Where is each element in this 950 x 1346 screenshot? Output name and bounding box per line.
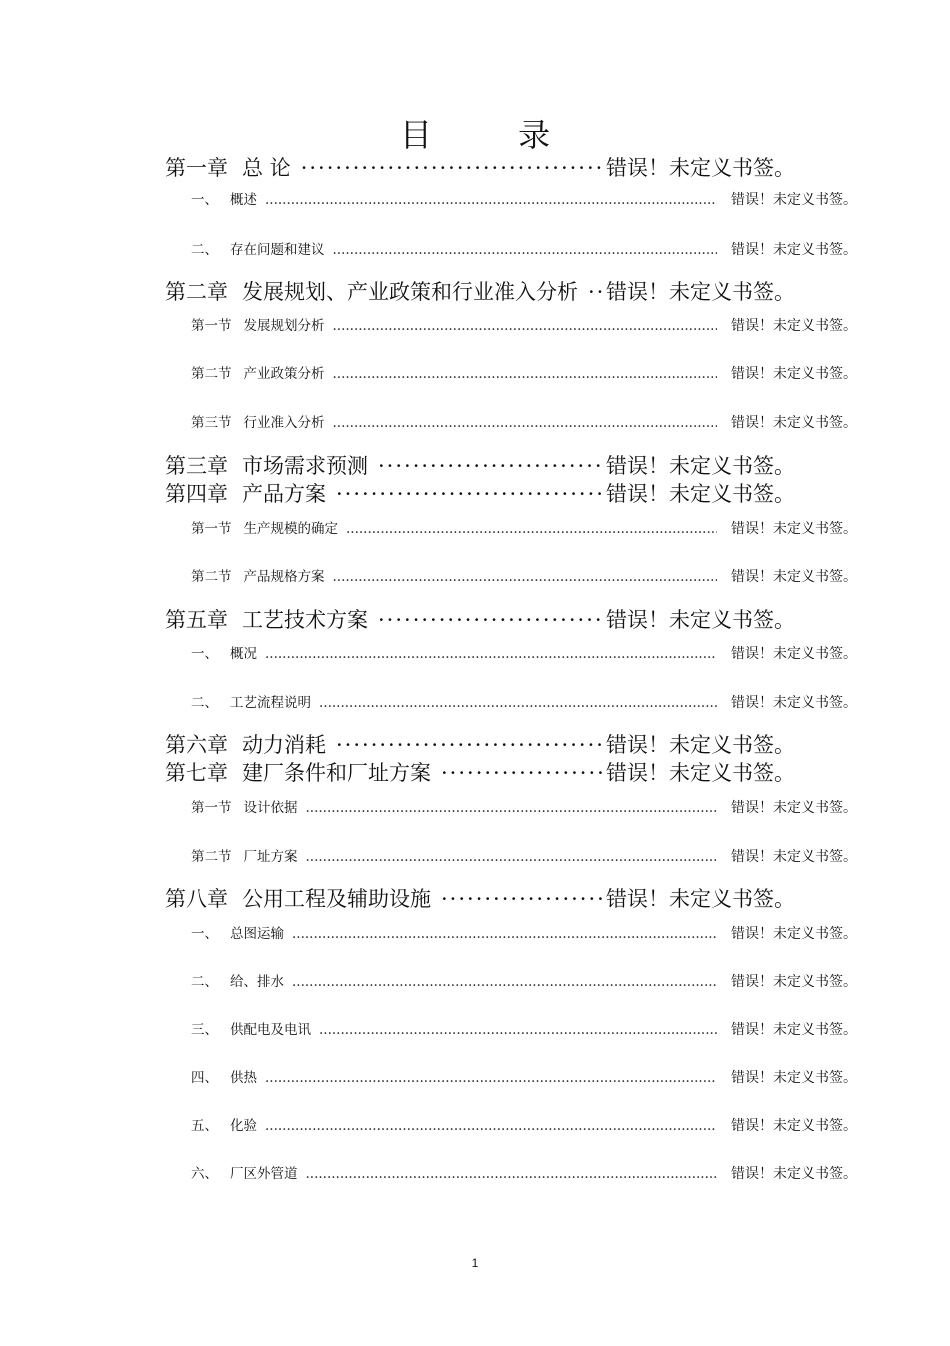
- toc-entry-number: 一、: [191, 192, 218, 208]
- toc-entry-title: 工艺技术方案: [242, 608, 368, 632]
- toc-entry-title: 概况: [230, 646, 257, 662]
- toc-entry-number: 一、: [191, 646, 218, 662]
- toc-entry-title: 概述: [230, 192, 257, 208]
- toc-entry-number: 第五章: [165, 608, 228, 632]
- toc-section-row[interactable]: [191, 796, 857, 817]
- dot-leader: [336, 482, 604, 506]
- toc-entry-page-ref: 错误！未定义书签。: [731, 415, 857, 431]
- toc-entry-number: 第三节: [191, 415, 232, 431]
- toc-section-row[interactable]: [191, 411, 857, 432]
- toc-entry-number: 第四章: [165, 482, 228, 506]
- toc-entry-title: 市场需求预测: [242, 454, 368, 478]
- toc-chapter-row[interactable]: [165, 450, 795, 480]
- toc-section-row[interactable]: [191, 922, 857, 943]
- toc-entry-number: 六、: [191, 1166, 218, 1182]
- toc-entry-page-ref: 错误！未定义书签。: [731, 242, 857, 258]
- dot-leader: [292, 974, 717, 990]
- toc-entry-title: 厂址方案: [243, 849, 298, 865]
- toc-entry-number: 四、: [191, 1070, 218, 1086]
- toc-entry-page-ref: 错误！未定义书签。: [731, 1166, 857, 1182]
- toc-entry-title: 建厂条件和厂址方案: [242, 761, 431, 785]
- toc-entry-title: 总图运输: [230, 926, 284, 942]
- toc-section-row[interactable]: [191, 1114, 857, 1135]
- toc-entry-page-ref: 错误！未定义书签。: [731, 1022, 857, 1038]
- toc-entry-page-ref: 错误！未定义书签。: [731, 926, 857, 942]
- dot-leader: [333, 318, 718, 334]
- toc-entry-title: 工艺流程说明: [230, 695, 311, 711]
- dot-leader: [346, 521, 717, 537]
- dot-leader: [378, 608, 604, 632]
- toc-entry-title: 存在问题和建议: [230, 242, 325, 258]
- toc-entry-number: 二、: [191, 242, 218, 258]
- toc-section-row[interactable]: [191, 565, 857, 586]
- toc-section-row[interactable]: [191, 1066, 857, 1087]
- toc-entry-page-ref: 错误！未定义书签。: [606, 454, 795, 478]
- toc-section-row[interactable]: [191, 362, 857, 383]
- dot-leader: [333, 415, 718, 431]
- toc-entry-number: 第二节: [191, 366, 232, 382]
- dot-leader: [265, 1118, 717, 1134]
- toc-entry-page-ref: 错误！未定义书签。: [731, 1070, 857, 1086]
- toc-entry-page-ref: 错误！未定义书签。: [731, 569, 857, 585]
- toc-entry-number: 第七章: [165, 761, 228, 785]
- toc-entry-page-ref: 错误！未定义书签。: [731, 366, 857, 382]
- toc-entry-title: 生产规模的确定: [243, 521, 338, 537]
- toc-entry-page-ref: 错误！未定义书签。: [731, 318, 857, 334]
- toc-entry-title: 发展规划、产业政策和行业准入分析: [242, 280, 578, 304]
- toc-entry-title: 供热: [230, 1070, 257, 1086]
- toc-entry-title: 产品方案: [242, 482, 326, 506]
- toc-entry-number: 一、: [191, 926, 218, 942]
- toc-entry-number: 第一节: [191, 318, 232, 334]
- toc-chapter-row[interactable]: [165, 152, 795, 182]
- toc-entry-title: 产品规格方案: [243, 569, 325, 585]
- dot-leader: [292, 926, 717, 942]
- dot-leader: [265, 1070, 717, 1086]
- toc-entry-number: 二、: [191, 695, 218, 711]
- toc-entry-page-ref: 错误！未定义书签。: [731, 646, 857, 662]
- toc-entry-number: 第八章: [165, 887, 228, 911]
- toc-entry-title: 总 论: [242, 156, 291, 180]
- toc-section-row[interactable]: [191, 642, 857, 663]
- toc-entry-page-ref: 错误！未定义书签。: [606, 608, 795, 632]
- dot-leader: [336, 733, 604, 757]
- toc-entry-title: 动力消耗: [242, 733, 326, 757]
- toc-entry-number: 五、: [191, 1118, 218, 1134]
- toc-entry-title: 设计依据: [243, 800, 298, 816]
- toc-entry-page-ref: 错误！未定义书签。: [731, 521, 857, 537]
- toc-chapter-row[interactable]: [165, 757, 795, 787]
- toc-chapter-row[interactable]: [165, 729, 795, 759]
- toc-section-row[interactable]: [191, 1018, 857, 1039]
- toc-entry-page-ref: 错误！未定义书签。: [606, 280, 795, 304]
- toc-entry-page-ref: 错误！未定义书签。: [731, 695, 857, 711]
- toc-section-row[interactable]: [191, 188, 857, 209]
- toc-entry-number: 第一章: [165, 156, 228, 180]
- toc-entry-title: 发展规划分析: [243, 318, 325, 334]
- dot-leader: [378, 454, 604, 478]
- page-number: 1: [471, 1256, 479, 1270]
- toc-entry-number: 第一节: [191, 521, 232, 537]
- toc-section-row[interactable]: [191, 1162, 857, 1183]
- dot-leader: [588, 280, 604, 304]
- toc-entry-number: 第二节: [191, 849, 232, 865]
- dot-leader: [301, 156, 604, 180]
- dot-leader: [441, 761, 604, 785]
- toc-chapter-row[interactable]: [165, 883, 795, 913]
- toc-entry-number: 第二节: [191, 569, 232, 585]
- toc-section-row[interactable]: [191, 970, 857, 991]
- toc-entry-title: 公用工程及辅助设施: [242, 887, 431, 911]
- toc-entry-title: 厂区外管道: [230, 1166, 298, 1182]
- dot-leader: [333, 569, 718, 585]
- toc-entry-number: 三、: [191, 1022, 218, 1038]
- toc-entry-number: 第一节: [191, 800, 232, 816]
- toc-title: 目 录: [399, 116, 589, 154]
- toc-entry-number: 第六章: [165, 733, 228, 757]
- toc-entry-number: 第二章: [165, 280, 228, 304]
- dot-leader: [333, 366, 718, 382]
- dot-leader: [306, 849, 718, 865]
- dot-leader: [306, 1166, 718, 1182]
- toc-entry-title: 给、排水: [230, 974, 284, 990]
- toc-entry-page-ref: 错误！未定义书签。: [606, 887, 795, 911]
- toc-entry-title: 化验: [230, 1118, 257, 1134]
- dot-leader: [265, 192, 717, 208]
- toc-entry-page-ref: 错误！未定义书签。: [606, 761, 795, 785]
- dot-leader: [319, 695, 717, 711]
- toc-section-row[interactable]: [191, 314, 857, 335]
- toc-entry-page-ref: 错误！未定义书签。: [606, 482, 795, 506]
- dot-leader: [319, 1022, 717, 1038]
- toc-entry-page-ref: 错误！未定义书签。: [731, 192, 857, 208]
- toc-entry-page-ref: 错误！未定义书签。: [606, 156, 795, 180]
- toc-entry-number: 二、: [191, 974, 218, 990]
- toc-entry-page-ref: 错误！未定义书签。: [731, 1118, 857, 1134]
- toc-entry-page-ref: 错误！未定义书签。: [731, 974, 857, 990]
- toc-chapter-row[interactable]: [165, 604, 795, 634]
- toc-entry-number: 第三章: [165, 454, 228, 478]
- toc-section-row[interactable]: [191, 517, 857, 538]
- toc-section-row[interactable]: [191, 845, 857, 866]
- dot-leader: [333, 242, 718, 258]
- toc-section-row[interactable]: [191, 238, 857, 259]
- toc-chapter-row[interactable]: [165, 276, 795, 306]
- toc-section-row[interactable]: [191, 691, 857, 712]
- toc-entry-page-ref: 错误！未定义书签。: [731, 800, 857, 816]
- dot-leader: [441, 887, 604, 911]
- dot-leader: [306, 800, 718, 816]
- toc-entry-title: 供配电及电讯: [230, 1022, 311, 1038]
- dot-leader: [265, 646, 717, 662]
- toc-entry-title: 行业准入分析: [243, 415, 325, 431]
- toc-entry-page-ref: 错误！未定义书签。: [731, 849, 857, 865]
- toc-chapter-row[interactable]: [165, 478, 795, 508]
- toc-entry-page-ref: 错误！未定义书签。: [606, 733, 795, 757]
- toc-entry-title: 产业政策分析: [243, 366, 325, 382]
